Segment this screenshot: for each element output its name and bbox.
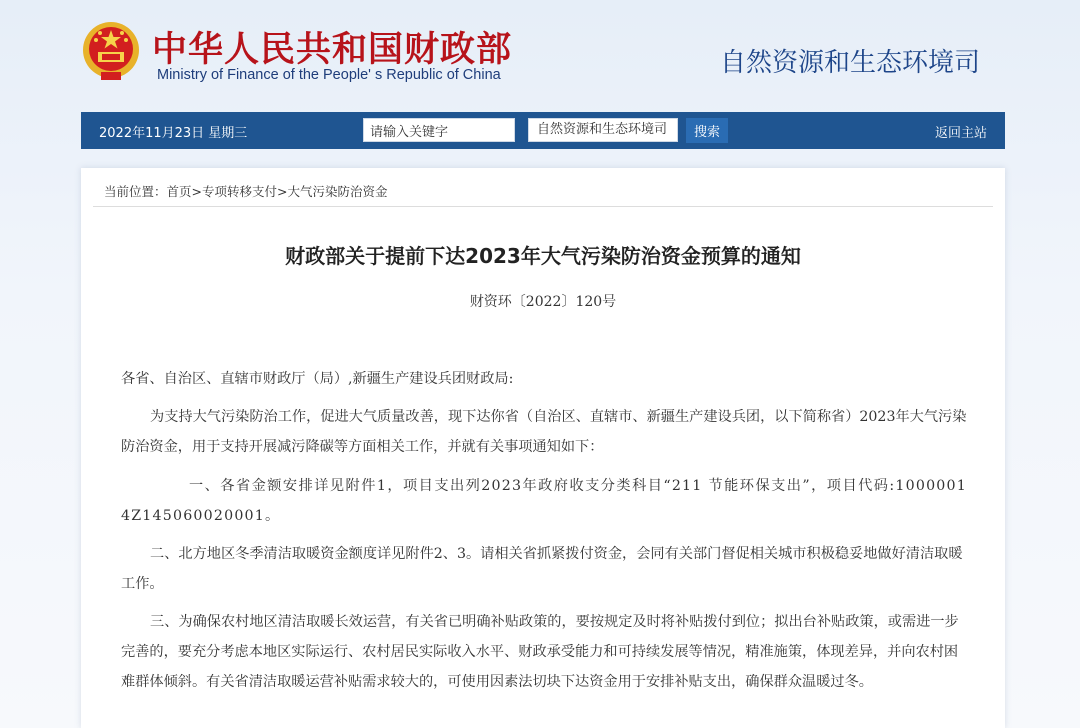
article-paragraph: 二、北方地区冬季清洁取暖资金额度详见附件2、3。请相关省抓紧拨付资金，会同有关部门督促相关城市积极稳妥地做好清洁取暖工作。 — [121, 546, 963, 592]
nav-bar — [81, 112, 1005, 149]
breadcrumb-special-transfer[interactable]: 专项转移支付 — [202, 184, 278, 199]
department-title: 自然资源和生态环境司 — [720, 48, 981, 78]
article-paragraph: 一、各省金额安排详见附件1，项目支出列2023年政府收支分类科目“211 节能环保支出”，项目代码:1000001​4Z145060020001。 — [121, 478, 967, 524]
site-title-en: Ministry of Finance of the People' s Republic of China — [157, 67, 501, 83]
article-title: 财政部关于提前下达2023年大气污染防治资金预算的通知 — [285, 244, 801, 268]
search-scope-select[interactable]: 自然资源和生态环境司 — [528, 118, 678, 142]
search-input[interactable] — [363, 118, 515, 142]
breadcrumb-divider — [93, 206, 993, 207]
current-date: 2022年11月23日 星期三 — [99, 126, 248, 141]
back-to-main-link[interactable]: 返回主站 — [934, 126, 987, 141]
site-header — [0, 0, 1080, 112]
breadcrumb-air-pollution-fund[interactable]: 大气污染防治资金 — [287, 184, 388, 199]
breadcrumb-home[interactable]: 首页 — [166, 184, 192, 199]
site-title-cn: 中华人民共和国财政部 — [152, 30, 513, 70]
breadcrumb-prefix: 当前位置： — [104, 184, 167, 199]
article-paragraph: 各省、自治区、直辖市财政厅（局）,新疆生产建设兵团财政局: — [121, 371, 514, 387]
search-button[interactable]: 搜索 — [686, 118, 728, 143]
article-paragraph: 为支持大气污染防治工作，促进大气质量改善，现下达你省（自治区、直辖市、新疆生产建设兵团，以下简称省）2023年大气污染防治资金，用于支持开展减污降碳等方面相关工作，并就有关事项通知如下： — [121, 409, 967, 455]
document-number: 财资环〔2022〕120号 — [469, 294, 617, 310]
article-paragraph: 三、为确保农村地区清洁取暖长效运营，有关省已明确补贴政策的，要按规定及时将补贴拨付到位；拟出台补贴政策，或需进一步完善的，要充分考虑本地区实际运行、农村居民实际收入水平、财政承受能力和可持续发展等情况，精准施策，体现差异，并向农村困难群体倾斜。有关省清洁取暖运营补贴需求较大的，可使用因素法切块下达资金用于安排补贴支出，确保群众温暖过冬。 — [121, 614, 959, 690]
national-emblem-icon — [81, 20, 141, 82]
breadcrumb-separator: > — [191, 184, 203, 199]
article-panel — [81, 168, 1005, 728]
breadcrumb — [104, 182, 388, 200]
breadcrumb-separator: > — [277, 184, 288, 199]
